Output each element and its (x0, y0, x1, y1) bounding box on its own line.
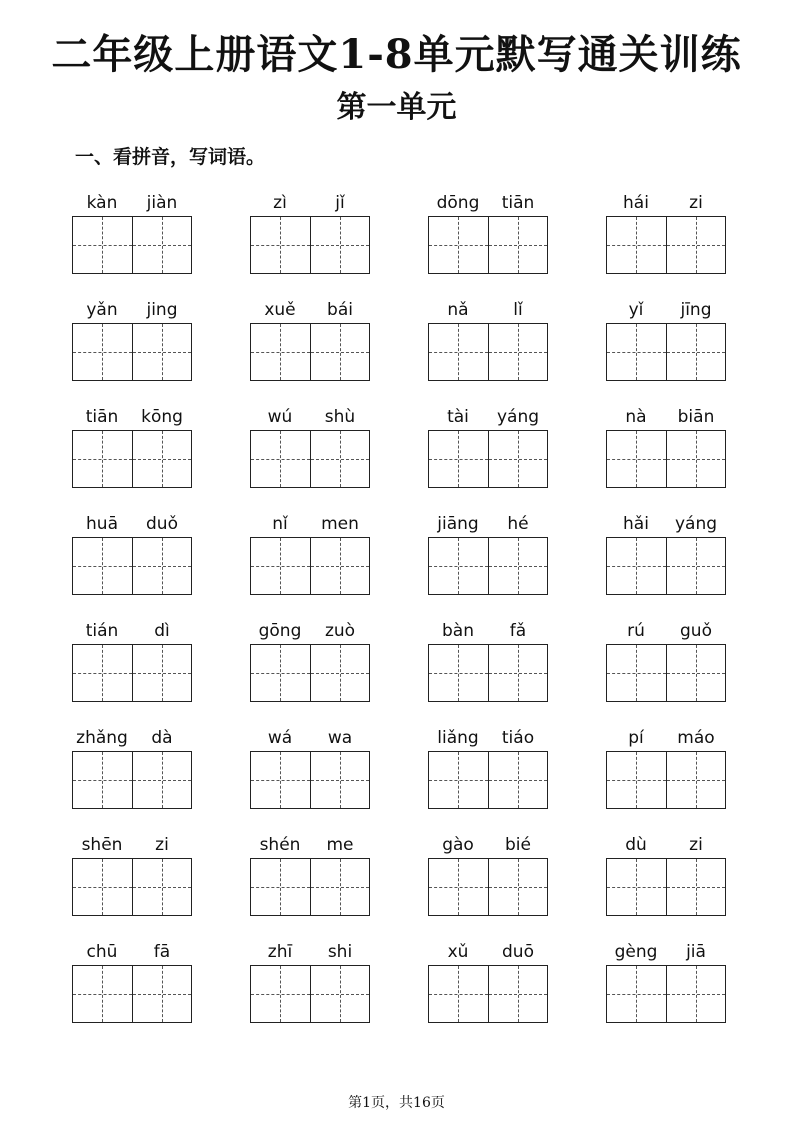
word-item (606, 507, 726, 598)
pinyin-label: zi (689, 193, 703, 213)
writing-box-pair (250, 537, 370, 595)
word-item (250, 507, 370, 598)
writing-cell[interactable] (73, 859, 132, 915)
pinyin-label: hé (507, 514, 529, 534)
word-item (72, 186, 192, 277)
pinyin-row (72, 507, 192, 537)
pinyin-label: tián (85, 621, 119, 641)
pinyin-label: yáng (496, 407, 540, 427)
writing-box-pair (250, 430, 370, 488)
writing-cell[interactable] (429, 966, 488, 1022)
writing-cell[interactable] (132, 217, 191, 273)
pinyin-row (250, 614, 370, 644)
writing-cell[interactable] (488, 324, 547, 380)
pinyin-label: jīng (680, 300, 712, 320)
writing-box-pair (428, 216, 548, 274)
pinyin-row (72, 721, 192, 751)
writing-cell[interactable] (607, 645, 666, 701)
section-heading: 一、看拼音，写词语。 (75, 146, 266, 168)
pinyin-label: jǐ (335, 193, 345, 213)
pinyin-label: bié (505, 835, 531, 855)
word-item (428, 507, 548, 598)
pinyin-label: guǒ (680, 621, 712, 641)
writing-cell[interactable] (607, 431, 666, 487)
writing-box-pair (250, 858, 370, 916)
pinyin-row (428, 828, 548, 858)
pinyin-label: liǎng (437, 728, 479, 748)
writing-cell[interactable] (310, 538, 369, 594)
pinyin-row (606, 507, 726, 537)
pinyin-label: jiàn (146, 193, 178, 213)
pinyin-label: men (321, 514, 359, 534)
writing-cell[interactable] (607, 966, 666, 1022)
writing-cell[interactable] (666, 752, 725, 808)
writing-box-pair (428, 537, 548, 595)
pinyin-label: zì (273, 193, 287, 213)
writing-box-pair (250, 965, 370, 1023)
writing-cell[interactable] (666, 645, 725, 701)
writing-cell[interactable] (607, 324, 666, 380)
pinyin-row (72, 400, 192, 430)
writing-box-pair (428, 430, 548, 488)
word-item (250, 935, 370, 1026)
writing-cell[interactable] (607, 538, 666, 594)
pinyin-label: hái (623, 193, 649, 213)
pinyin-row (72, 186, 192, 216)
writing-cell[interactable] (429, 324, 488, 380)
pinyin-label: duō (502, 942, 534, 962)
pinyin-row (606, 186, 726, 216)
pinyin-row (606, 828, 726, 858)
word-item (72, 614, 192, 705)
word-item (428, 828, 548, 919)
writing-cell[interactable] (251, 324, 310, 380)
writing-box-pair (428, 644, 548, 702)
writing-box-pair (250, 644, 370, 702)
writing-cell[interactable] (132, 752, 191, 808)
pinyin-row (72, 935, 192, 965)
word-item (428, 293, 548, 384)
pinyin-row (72, 828, 192, 858)
word-item (250, 186, 370, 277)
writing-cell[interactable] (251, 966, 310, 1022)
writing-cell[interactable] (429, 217, 488, 273)
word-item (428, 935, 548, 1026)
writing-cell[interactable] (251, 645, 310, 701)
writing-cell[interactable] (73, 752, 132, 808)
pinyin-label: zi (689, 835, 703, 855)
writing-cell[interactable] (429, 752, 488, 808)
word-item (250, 614, 370, 705)
writing-box-pair (428, 858, 548, 916)
writing-box-pair (250, 323, 370, 381)
pinyin-row (250, 186, 370, 216)
pinyin-label: wa (327, 728, 353, 748)
pinyin-label: nà (625, 407, 647, 427)
pinyin-row (72, 293, 192, 323)
pinyin-row (250, 721, 370, 751)
writing-cell[interactable] (132, 324, 191, 380)
pinyin-label: shù (324, 407, 356, 427)
writing-cell[interactable] (132, 966, 191, 1022)
pinyin-label: zhī (267, 942, 293, 962)
pinyin-row (606, 293, 726, 323)
pinyin-row (250, 400, 370, 430)
writing-cell[interactable] (607, 752, 666, 808)
pinyin-label: hǎi (623, 514, 649, 534)
pinyin-label: fā (153, 942, 171, 962)
writing-cell[interactable] (488, 859, 547, 915)
writing-box-pair (72, 858, 192, 916)
pinyin-row (250, 935, 370, 965)
writing-cell[interactable] (310, 645, 369, 701)
unit-title: 第一单元 (336, 90, 457, 125)
writing-cell[interactable] (666, 217, 725, 273)
writing-cell[interactable] (666, 431, 725, 487)
word-item (250, 828, 370, 919)
word-item (72, 935, 192, 1026)
pinyin-label: jing (146, 300, 178, 320)
pinyin-label: gào (442, 835, 474, 855)
writing-cell[interactable] (310, 431, 369, 487)
pinyin-row (250, 828, 370, 858)
word-item (72, 721, 192, 812)
word-item (72, 293, 192, 384)
word-item (606, 935, 726, 1026)
word-item (428, 186, 548, 277)
pinyin-label: zhǎng (76, 728, 128, 748)
writing-cell[interactable] (251, 217, 310, 273)
writing-cell[interactable] (666, 859, 725, 915)
pinyin-label: duǒ (146, 514, 178, 534)
pinyin-label: gèng (614, 942, 658, 962)
word-item (428, 614, 548, 705)
pinyin-label: chū (86, 942, 118, 962)
writing-cell[interactable] (310, 217, 369, 273)
pinyin-label: xǔ (447, 942, 469, 962)
pinyin-row (606, 614, 726, 644)
pinyin-label: nǎ (447, 300, 469, 320)
pinyin-label: jiā (686, 942, 706, 962)
writing-box-pair (72, 965, 192, 1023)
pinyin-label: dù (625, 835, 647, 855)
writing-box-pair (250, 751, 370, 809)
writing-cell[interactable] (132, 538, 191, 594)
writing-cell[interactable] (310, 752, 369, 808)
pinyin-label: gōng (258, 621, 302, 641)
pinyin-label: lǐ (513, 300, 523, 320)
pinyin-row (250, 507, 370, 537)
word-item (606, 400, 726, 491)
writing-cell[interactable] (429, 859, 488, 915)
writing-box-pair (428, 323, 548, 381)
pinyin-label: kōng (141, 407, 183, 427)
writing-cell[interactable] (132, 431, 191, 487)
pinyin-label: shi (327, 942, 353, 962)
writing-cell[interactable] (73, 538, 132, 594)
writing-cell[interactable] (429, 538, 488, 594)
writing-box-pair (72, 430, 192, 488)
word-grid (72, 186, 730, 1026)
writing-box-pair (606, 537, 726, 595)
pinyin-label: wá (267, 728, 293, 748)
pinyin-row (250, 293, 370, 323)
word-item (606, 721, 726, 812)
pinyin-row (606, 721, 726, 751)
worksheet-title: 二年级上册语文1-8单元默写通关训练 (51, 31, 742, 78)
pinyin-label: huā (86, 514, 118, 534)
word-item (72, 507, 192, 598)
writing-box-pair (606, 323, 726, 381)
word-item (428, 721, 548, 812)
pinyin-label: biān (677, 407, 715, 427)
pinyin-row (428, 614, 548, 644)
writing-cell[interactable] (607, 217, 666, 273)
pinyin-label: zuò (324, 621, 356, 641)
pinyin-label: fǎ (509, 621, 527, 641)
word-item (606, 614, 726, 705)
pinyin-row (428, 935, 548, 965)
pinyin-label: pí (628, 728, 644, 748)
pinyin-label: me (326, 835, 354, 855)
writing-box-pair (606, 965, 726, 1023)
pinyin-label: jiāng (437, 514, 479, 534)
word-item (250, 400, 370, 491)
pinyin-row (428, 400, 548, 430)
pinyin-row (72, 614, 192, 644)
pinyin-label: tiān (501, 193, 535, 213)
writing-cell[interactable] (310, 966, 369, 1022)
writing-cell[interactable] (251, 538, 310, 594)
writing-cell[interactable] (488, 752, 547, 808)
writing-cell[interactable] (132, 645, 191, 701)
writing-box-pair (606, 751, 726, 809)
word-item (606, 828, 726, 919)
pinyin-label: dà (151, 728, 173, 748)
word-item (606, 186, 726, 277)
pinyin-label: kàn (86, 193, 118, 213)
writing-cell[interactable] (429, 431, 488, 487)
writing-box-pair (428, 751, 548, 809)
writing-cell[interactable] (488, 966, 547, 1022)
pinyin-label: yǎn (86, 300, 118, 320)
word-item (606, 293, 726, 384)
pinyin-row (428, 507, 548, 537)
pinyin-label: xuě (264, 300, 296, 320)
pinyin-label: zi (155, 835, 169, 855)
pinyin-label: máo (677, 728, 715, 748)
pinyin-label: bàn (442, 621, 474, 641)
writing-box-pair (606, 430, 726, 488)
writing-cell[interactable] (666, 538, 725, 594)
writing-cell[interactable] (488, 538, 547, 594)
word-item (250, 293, 370, 384)
writing-cell[interactable] (666, 324, 725, 380)
writing-cell[interactable] (73, 645, 132, 701)
word-item (72, 828, 192, 919)
pinyin-label: shēn (81, 835, 123, 855)
pinyin-label: rú (627, 621, 645, 641)
writing-box-pair (606, 216, 726, 274)
writing-cell[interactable] (73, 431, 132, 487)
writing-box-pair (72, 644, 192, 702)
pinyin-label: yáng (674, 514, 718, 534)
writing-cell[interactable] (310, 324, 369, 380)
pinyin-row (428, 293, 548, 323)
writing-cell[interactable] (488, 645, 547, 701)
writing-cell[interactable] (607, 859, 666, 915)
writing-cell[interactable] (251, 752, 310, 808)
pinyin-label: dōng (436, 193, 480, 213)
pinyin-label: nǐ (272, 514, 288, 534)
writing-box-pair (428, 965, 548, 1023)
pinyin-label: shén (259, 835, 301, 855)
writing-box-pair (72, 751, 192, 809)
pinyin-label: tài (447, 407, 469, 427)
writing-box-pair (606, 858, 726, 916)
writing-cell[interactable] (73, 966, 132, 1022)
pinyin-label: dì (154, 621, 170, 641)
pinyin-row (606, 935, 726, 965)
pinyin-label: tiān (85, 407, 119, 427)
writing-cell[interactable] (251, 431, 310, 487)
writing-cell[interactable] (310, 859, 369, 915)
writing-box-pair (72, 216, 192, 274)
writing-cell[interactable] (73, 324, 132, 380)
writing-box-pair (250, 216, 370, 274)
writing-box-pair (606, 644, 726, 702)
writing-cell[interactable] (429, 645, 488, 701)
pinyin-label: tiáo (501, 728, 535, 748)
pinyin-label: wú (267, 407, 293, 427)
writing-cell[interactable] (251, 859, 310, 915)
pinyin-row (428, 721, 548, 751)
word-item (72, 400, 192, 491)
word-item (428, 400, 548, 491)
writing-box-pair (72, 323, 192, 381)
writing-cell[interactable] (488, 431, 547, 487)
writing-box-pair (72, 537, 192, 595)
pinyin-label: yǐ (628, 300, 644, 320)
writing-cell[interactable] (132, 859, 191, 915)
page-footer: 第1页，共16页 (348, 1095, 445, 1111)
pinyin-row (606, 400, 726, 430)
writing-cell[interactable] (488, 217, 547, 273)
writing-cell[interactable] (666, 966, 725, 1022)
word-item (250, 721, 370, 812)
pinyin-row (428, 186, 548, 216)
writing-cell[interactable] (73, 217, 132, 273)
pinyin-label: bái (327, 300, 353, 320)
